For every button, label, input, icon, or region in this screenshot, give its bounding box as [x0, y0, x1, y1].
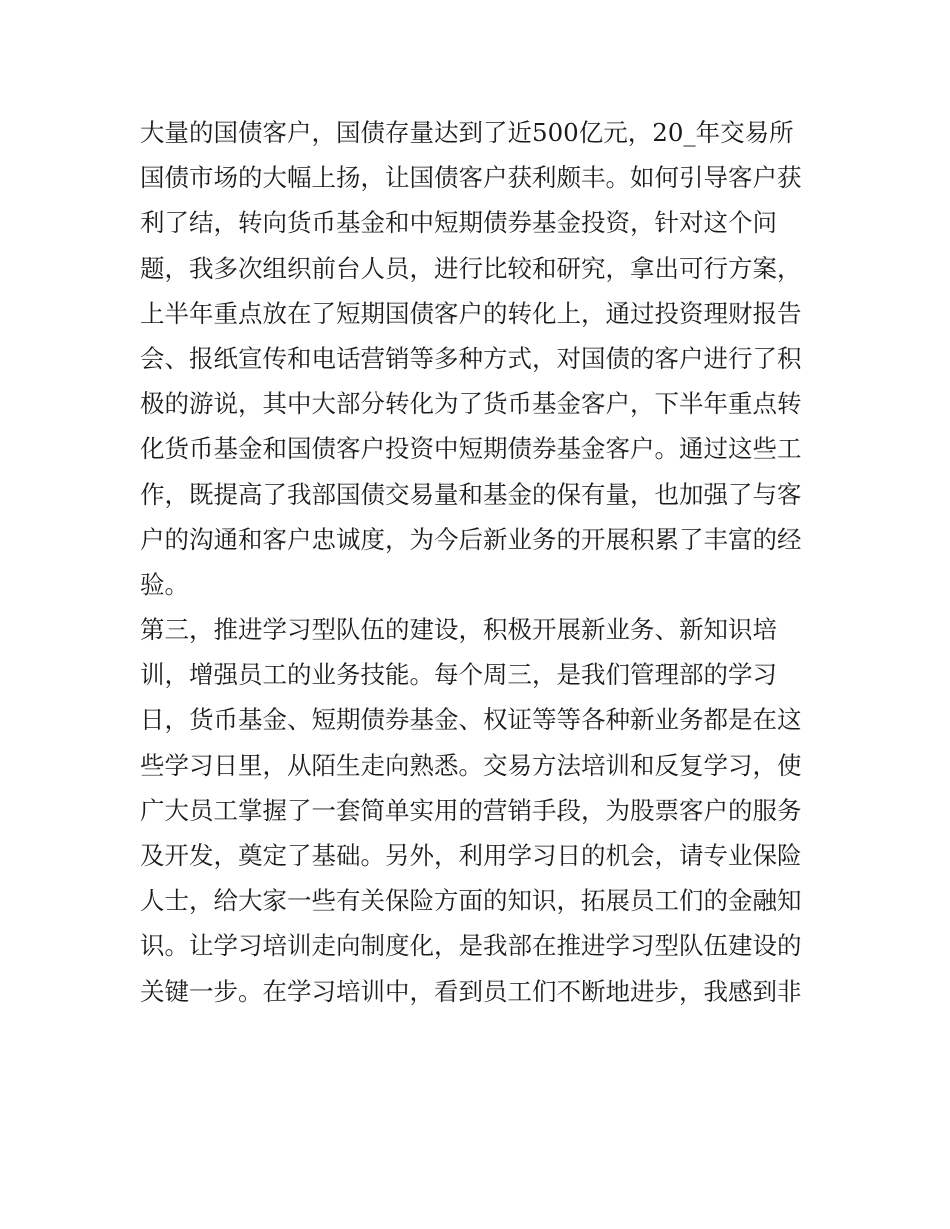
text-line: 日，货币基金、短期债券基金、权证等等各种新业务都是在这	[140, 705, 802, 735]
text-line: 题，我多次组织前台人员，进行比较和研究，拿出可行方案，	[140, 253, 802, 283]
text-line: 会、报纸宣传和电话营销等多种方式，对国债的客户进行了积	[140, 343, 802, 373]
text-line: 广大员工掌握了一套简单实用的营销手段，为股票客户的服务	[140, 795, 802, 825]
text-line: 上半年重点放在了短期国债客户的转化上，通过投资理财报告	[140, 298, 802, 328]
text-line: 验。	[140, 569, 189, 599]
text-line: 关键一步。在学习培训中，看到员工们不断地进步，我感到非	[140, 976, 802, 1006]
text-line: 国债市场的大幅上扬，让国债客户获利颇丰。如何引导客户获	[140, 163, 802, 193]
text-line: 大量的国债客户，国债存量达到了近500亿元，20_年交易所	[140, 118, 794, 147]
text-line: 人士，给大家一些有关保险方面的知识，拓展员工们的金融知	[140, 886, 802, 916]
text-line: 识。让学习培训走向制度化，是我部在推进学习型队伍建设的	[140, 931, 802, 961]
text-line: 化货币基金和国债客户投资中短期债券基金客户。通过这些工	[140, 434, 802, 464]
body-text	[140, 110, 830, 1014]
text-line: 户的沟通和客户忠诚度，为今后新业务的开展积累了丰富的经	[140, 524, 802, 554]
text-line: 利了结，转向货币基金和中短期债券基金投资，针对这个问	[140, 208, 777, 238]
text-line: 训，增强员工的业务技能。每个周三，是我们管理部的学习	[140, 660, 777, 690]
text-line: 及开发，奠定了基础。另外，利用学习日的机会，请专业保险	[140, 841, 802, 870]
paragraph-start-line: 第三，推进学习型队伍的建设，积极开展新业务、新知识培	[140, 615, 777, 645]
text-line: 极的游说，其中大部分转化为了货币基金客户，下半年重点转	[140, 389, 802, 419]
text-line: 作，既提高了我部国债交易量和基金的保有量，也加强了与客	[140, 479, 802, 509]
text-line: 些学习日里，从陌生走向熟悉。交易方法培训和反复学习，使	[140, 750, 802, 780]
